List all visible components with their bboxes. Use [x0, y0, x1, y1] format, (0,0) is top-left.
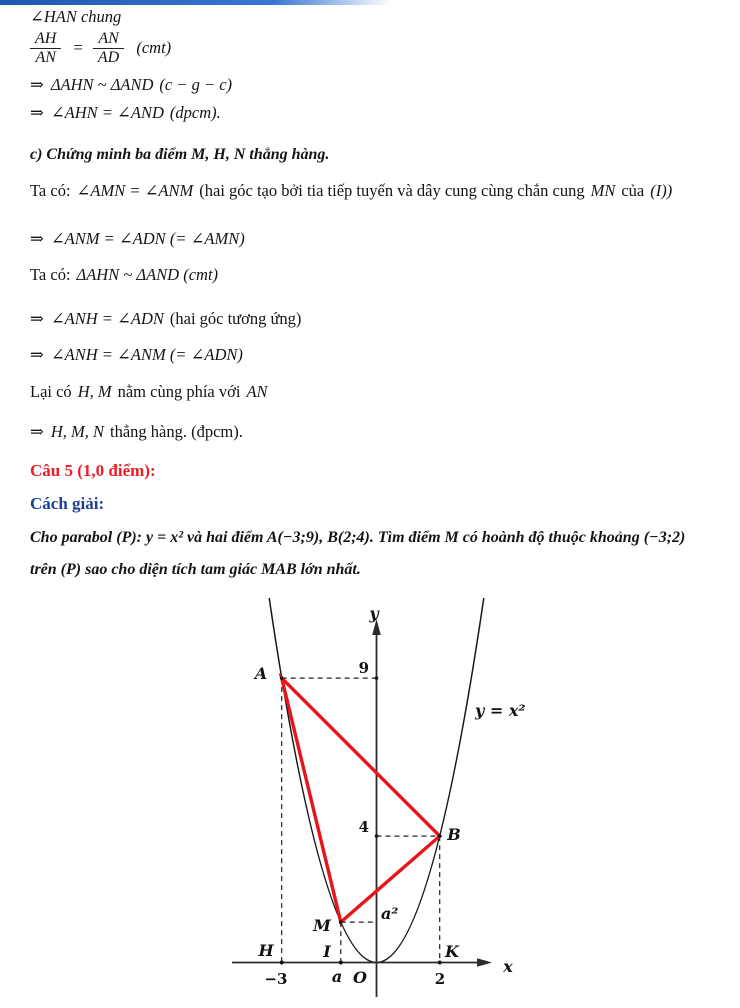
proof-note: (c − g − c): [159, 75, 233, 94]
math-expression: (I)): [650, 181, 673, 200]
math-expression: H, M, N: [50, 422, 104, 441]
tick-neg3-label: −3: [264, 970, 288, 988]
fraction-right: [93, 30, 124, 66]
fraction-numerator: AH: [30, 30, 61, 49]
math-line-7: [30, 230, 251, 249]
point-K-label: K: [445, 942, 459, 961]
fraction-numerator: AN: [93, 30, 124, 49]
proof-note: (cmt): [136, 37, 172, 57]
problem-statement-line-1: Cho parabol (P): y = x² và hai điểm A(−3;9), B(2;4). Tìm điểm M có hoành độ thuộc khoảng (−3;2): [30, 529, 686, 546]
conclusion-text: thẳng hàng. (đpcm).: [110, 422, 243, 441]
y-axis-label: y: [369, 604, 379, 623]
tick-2-label: 2: [434, 970, 446, 988]
x-axis-arrow-icon: [477, 958, 492, 966]
tick-a-label: a: [331, 967, 343, 986]
point-K-dot: [438, 961, 442, 965]
math-expression: ∠ANM = ∠ADN (= ∠AMN): [50, 229, 245, 248]
lead-text: Lại có: [30, 382, 72, 401]
point-M-label: M: [313, 916, 331, 935]
question-5-heading: Câu 5 (1,0 điểm):: [30, 461, 156, 480]
math-expression: ΔAHN ~ ΔAND (cmt): [76, 265, 219, 284]
math-expression: ∠AHN = ∠AND: [50, 103, 164, 122]
tick-4-label: 4: [358, 818, 369, 836]
math-line-4: [30, 104, 227, 123]
point-H-dot: [280, 961, 284, 965]
implies-symbol: ⇒: [30, 229, 44, 248]
fraction-left: [30, 30, 61, 66]
point-A-label: A: [254, 664, 268, 683]
explanation-text: (hai góc tương ứng): [169, 309, 302, 328]
fraction-denominator: AD: [97, 48, 120, 66]
equals-sign: =: [73, 37, 83, 57]
explanation-text: nằm cùng phía với: [117, 382, 241, 401]
math-line-1: [30, 8, 127, 27]
math-expression: MN: [590, 181, 616, 200]
math-expression: ΔAHN ~ ΔAND: [50, 75, 154, 94]
point-A-dot: [280, 676, 284, 680]
x-axis-label: x: [503, 957, 513, 976]
explanation-text: của: [621, 181, 645, 200]
math-expression: ∠HAN chung: [30, 7, 122, 26]
math-expression: H, M: [77, 382, 112, 401]
math-line-3: [30, 76, 238, 95]
point-B-dot: [438, 834, 442, 838]
decorative-top-bar: [0, 0, 392, 5]
tick-a2-label: a²: [381, 904, 399, 923]
parabola-figure: [0, 595, 740, 1008]
point-H-label: H: [258, 941, 274, 960]
proof-note: (dpcm).: [169, 103, 221, 122]
solution-heading: Cách giải:: [30, 494, 105, 513]
math-line-9: [30, 310, 307, 329]
math-line-6: [30, 182, 678, 201]
implies-symbol: ⇒: [30, 75, 44, 94]
tick-9-label: 9: [358, 659, 369, 677]
math-line-12: [30, 423, 249, 442]
implies-symbol: ⇒: [30, 309, 44, 328]
fraction-denominator: AN: [35, 48, 56, 66]
point-I-label: I: [323, 942, 331, 961]
math-expression: AN: [246, 382, 268, 401]
math-line-11: [30, 383, 274, 402]
implies-symbol: ⇒: [30, 345, 44, 364]
origin-label: O: [353, 968, 367, 987]
implies-symbol: ⇒: [30, 103, 44, 122]
point-I-dot: [339, 961, 343, 965]
tick-9-dot: [375, 676, 379, 680]
math-line-10: [30, 346, 249, 365]
problem-statement-line-2: trên (P) sao cho diện tích tam giác MAB lớn nhất.: [30, 561, 361, 578]
curve-equation-label: y = x²: [475, 701, 526, 720]
math-line-fraction: [30, 30, 171, 66]
math-line-8: [30, 266, 224, 285]
point-B-label: B: [447, 825, 461, 844]
lead-text: Ta có:: [30, 181, 71, 200]
part-c-heading: c) Chứng minh ba điểm M, H, N thẳng hàng.: [30, 146, 330, 163]
implies-symbol: ⇒: [30, 422, 44, 441]
math-expression: ∠AMN = ∠ANM: [76, 181, 194, 200]
explanation-text: (hai góc tạo bởi tia tiếp tuyến và dây cung cùng chắn cung: [199, 181, 585, 200]
math-expression: ∠ANH = ∠ADN: [50, 309, 164, 328]
math-expression: ∠ANH = ∠ANM (= ∠ADN): [50, 345, 243, 364]
point-M-dot: [339, 920, 343, 924]
lead-text: Ta có:: [30, 265, 71, 284]
tick-4-dot: [375, 834, 379, 838]
